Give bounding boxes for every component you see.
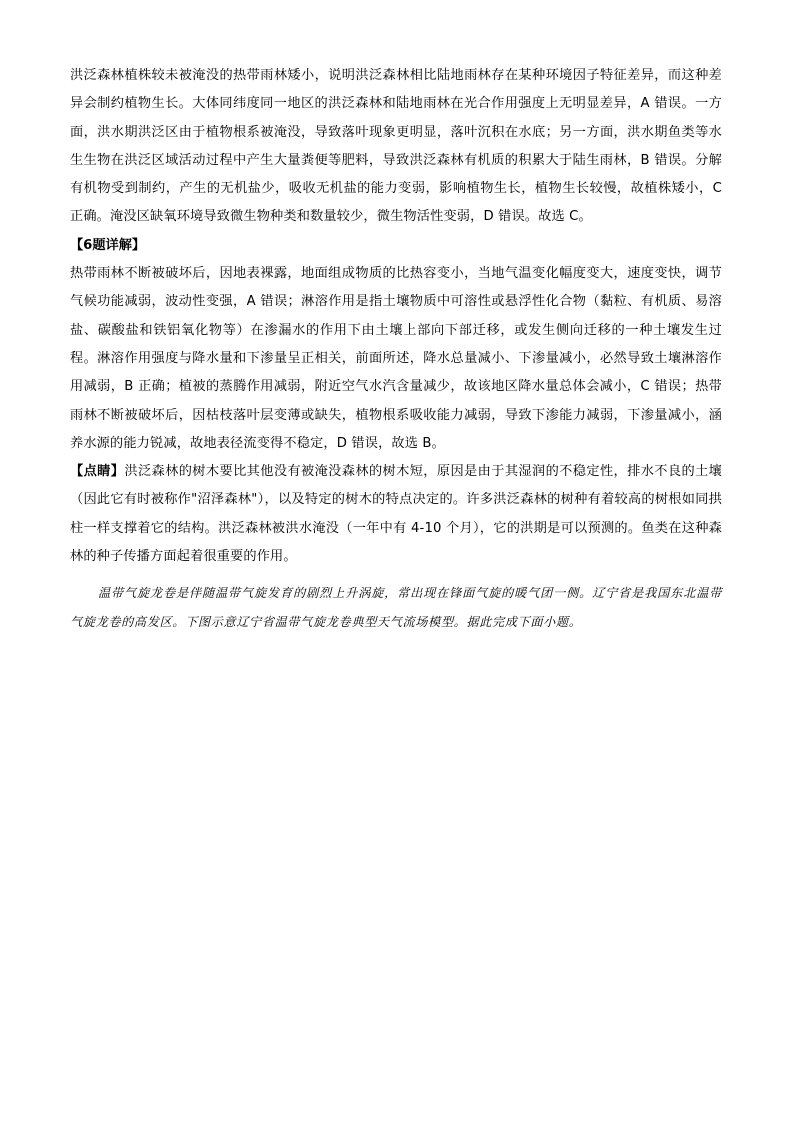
q6-heading — [70, 232, 722, 260]
document-page — [70, 62, 722, 636]
q6-explanation-paragraph: 热带雨林不断被破坏后，因地表裸露，地面组成物质的比热容变小，当地气温变化幅度变大，速度变快，调节气候功能减弱，波动性变强，A 错误；淋溶作用是指土壤物质中可溶性或悬浮性化合物（黏粒、有机质、易溶盐、碳酸盐和铁铝氧化物等）在渗漏水的作用下由土壤上部向下部迁移，或发生侧向迁移的一种土壤发生过程。淋溶作用强度与降水量和下渗量呈正相关，前面所述，降水总量减小、下渗量减小，必然导致土壤淋溶作用减弱，B 正确；植被的蒸腾作用减弱，附近空气水汽含量减少，故该地区降水量总体会减小，C 错误；热带雨林不断被破坏后，因枯枝落叶层变薄或缺失，植物根系吸收能力减弱，导致下渗能力减弱，下渗量减小，涵养水源的能力锐减，故地表径流变得不稳定，D 错误，故选 B。 — [70, 266, 722, 451]
q6-heading-label: 【6题详解】 — [70, 237, 146, 253]
q5-explanation-paragraph: 洪泛森林植株较未被淹没的热带雨林矮小，说明洪泛森林相比陆地雨林存在某种环境因子特征差异，而这种差异会制约植物生长。大体同纬度同一地区的洪泛森林和陆地雨林在光合作用强度上无明显差异，A 错误。一方面，洪水期洪泛区由于植物根系被淹没，导致落叶现象更明显，落叶沉积在水底；另一方面，洪水期鱼类等水生生物在洪泛区域活动过程中产生大量粪便等肥料，导致洪泛森林有机质的积累大于陆生雨林，B 错误。分解有机物受到制约，产生的无机盐少，吸收无机盐的能力变弱，影响植物生长，植物生长较慢，故植株矮小，C 正确。淹没区缺氧环境导致微生物种类和数量较少，微生物活性变弱，D 错误。故选 C。 — [70, 68, 722, 225]
highlight-label: 【点睛】 — [70, 464, 125, 480]
highlight-text: 洪泛森林的树木要比其他没有被淹没森林的树木短，原因是由于其湿润的不稳定性，排水不良的土壤（因此它有时被称作"沼泽森林"），以及特定的树木的特点决定的。许多洪泛森林的树种有着较高的树根如同拱柱一样支撑着它的结构。洪泛森林被洪水淹没（一年中有 4-10 个月），它的洪期是可以预测的。鱼类在这种森林的种子传播方面起着很重要的作用。 — [70, 464, 722, 565]
highlight-paragraph — [70, 458, 722, 571]
next-question-intro: 温带气旋龙卷是伴随温带气旋发育的剧烈上升涡旋，常出现在锋面气旋的暖气团一侧。辽宁省是我国东北温带气旋龙卷的高发区。下图示意辽宁省温带气旋龙卷典型天气流场模型。据此完成下面小题。 — [70, 586, 722, 629]
